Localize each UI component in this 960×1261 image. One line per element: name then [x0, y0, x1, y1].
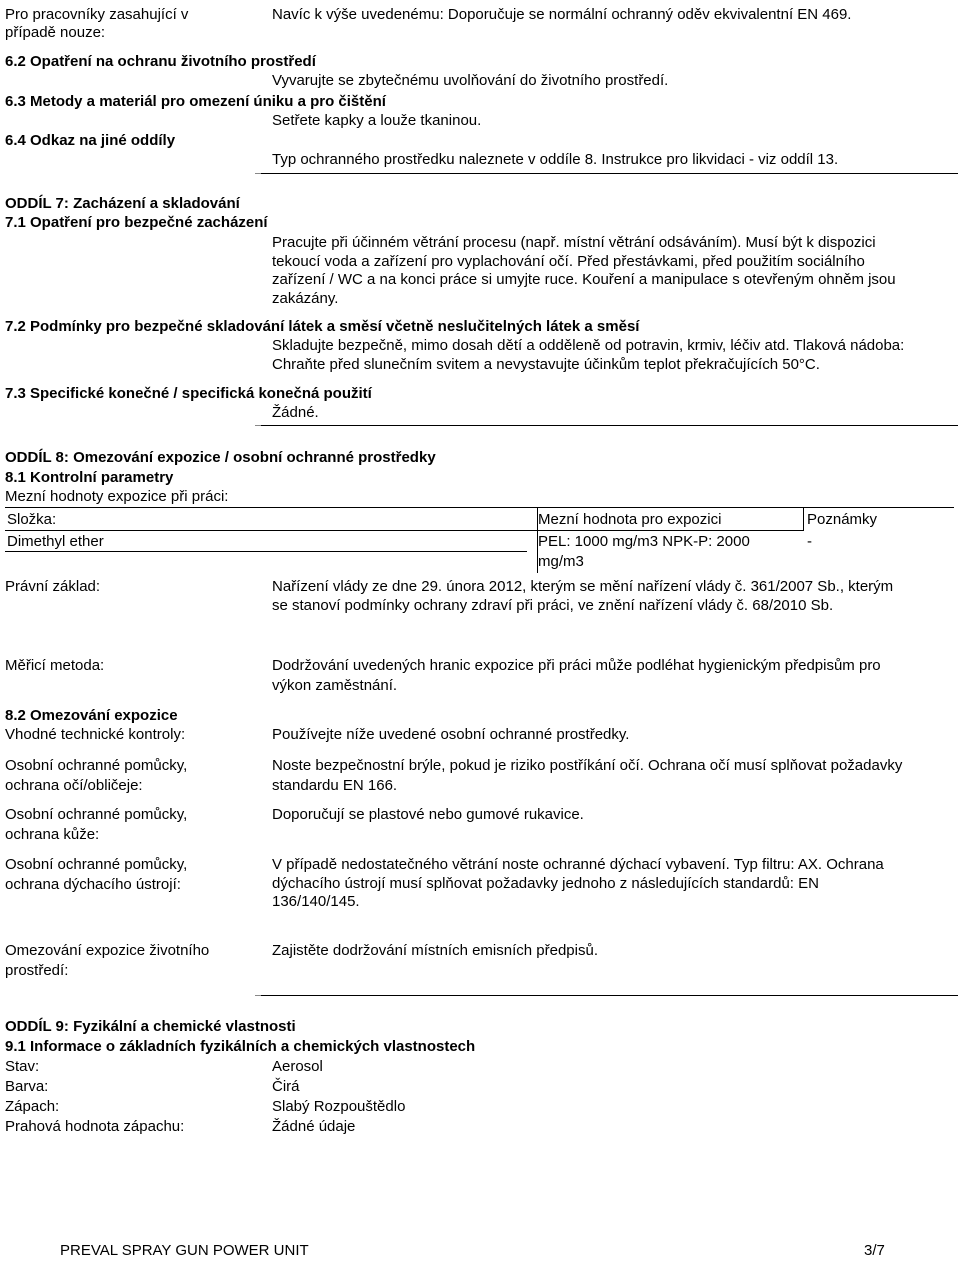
legal-basis-line2: se stanoví podmínky ochrany zdraví při práci, ve znění nařízení vlády č. 68/2010 Sb.	[272, 597, 834, 614]
heading-6-2: 6.2 Opatření na ochranu životního prostředí	[5, 53, 316, 70]
skin-protection-label-line2: ochrana kůže:	[5, 826, 100, 843]
respiratory-protection-label-line2: ochrana dýchacího ústrojí:	[5, 876, 181, 893]
section-8-title: ODDÍL 8: Omezování expozice / osobní ochranné prostředky	[5, 449, 436, 466]
env-exposure-label-line1: Omezování expozice životního	[5, 942, 210, 959]
measuring-method-line1: Dodržování uvedených hranic expozice při práci může podléhat hygienickým předpisům pro	[272, 657, 881, 674]
responders-value: Navíc k výše uvedenému: Doporučuje se normální ochranný oděv ekvivalentní EN 469.	[272, 6, 852, 23]
property-value-color: Čirá	[272, 1078, 300, 1095]
property-value-odor-threshold: Žádné údaje	[272, 1118, 356, 1135]
tech-controls-label: Vhodné technické kontroly:	[5, 726, 186, 743]
text-6-3: Setřete kapky a louže tkaninou.	[272, 112, 482, 129]
heading-7-3: 7.3 Specifické konečné / specifická konečná použití	[5, 385, 372, 402]
table-cell-limit-line1: PEL: 1000 mg/m3 NPK-P: 2000	[538, 533, 750, 550]
tech-controls-value: Používejte níže uvedené osobní ochranné prostředky.	[272, 726, 630, 743]
text-7-1-line1: Pracujte při účinném větrání procesu (např. místní větrání odsáváním). Musí být k dispozici	[272, 234, 876, 251]
heading-7-2: 7.2 Podmínky pro bezpečné skladování látek a směsí včetně neslučitelných látek a směsí	[5, 318, 640, 335]
footer-page-number: 3/7	[864, 1242, 885, 1259]
table-column-line	[803, 507, 804, 531]
table-header-limit: Mezní hodnota pro expozici	[538, 511, 722, 528]
text-7-1-line2: tekoucí voda a zařízení pro vyplachování očí. Před přestávkami, před použitím sociálního	[272, 253, 865, 270]
table-header-underline	[5, 530, 537, 531]
text-6-4: Typ ochranného prostředku naleznete v oddíle 8. Instrukce pro likvidaci - viz oddíl 13.	[272, 151, 839, 168]
section-divider	[255, 425, 958, 426]
responders-label-line2: případě nouze:	[5, 24, 106, 41]
section-9-title: ODDÍL 9: Fyzikální a chemické vlastnosti	[5, 1018, 296, 1035]
property-value-odor: Slabý Rozpouštědlo	[272, 1098, 406, 1115]
property-label-odor-threshold: Prahová hodnota zápachu:	[5, 1118, 185, 1135]
heading-7-1: 7.1 Opatření pro bezpečné zacházení	[5, 214, 268, 231]
table-header-underline	[537, 530, 803, 531]
table-header-component: Složka:	[7, 511, 57, 528]
text-7-2-line2: Chraňte před slunečním svitem a nevystavujte účinkům teplot překračujících 50°C.	[272, 356, 820, 373]
heading-6-3: 6.3 Metody a materiál pro omezení úniku a pro čištění	[5, 93, 386, 110]
table-row-underline	[5, 551, 527, 552]
measuring-method-label: Měřicí metoda:	[5, 657, 105, 674]
limits-label: Mezní hodnoty expozice při práci:	[5, 488, 229, 505]
env-exposure-value: Zajistěte dodržování místních emisních předpisů.	[272, 942, 598, 959]
respiratory-protection-value-line1: V případě nedostatečného větrání noste ochranné dýchací vybavení. Typ filtru: AX. Ochrana	[272, 856, 884, 873]
measuring-method-line2: výkon zaměstnání.	[272, 677, 398, 694]
eye-protection-label-line2: ochrana očí/obličeje:	[5, 777, 143, 794]
skin-protection-value: Doporučují se plastové nebo gumové rukavice.	[272, 806, 584, 823]
eye-protection-value-line2: standardu EN 166.	[272, 777, 398, 794]
text-7-2-line1: Skladujte bezpečně, mimo dosah dětí a odděleně od potravin, krmiv, léčiv atd. Tlaková nádoba:	[272, 337, 905, 354]
heading-8-2: 8.2 Omezování expozice	[5, 707, 178, 724]
property-value-state: Aerosol	[272, 1058, 323, 1075]
text-7-1-line4: zakázány.	[272, 290, 339, 307]
legal-basis-label: Právní základ:	[5, 578, 101, 595]
eye-protection-value-line1: Noste bezpečnostní brýle, pokud je riziko postříkání očí. Ochrana očí musí splňovat požadavky	[272, 757, 903, 774]
property-label-odor: Zápach:	[5, 1098, 60, 1115]
property-label-state: Stav:	[5, 1058, 40, 1075]
responders-label-line1: Pro pracovníky zasahující v	[5, 6, 189, 23]
property-label-color: Barva:	[5, 1078, 49, 1095]
table-top-line	[5, 507, 954, 508]
table-cell-limit-line2: mg/m3	[538, 553, 584, 570]
skin-protection-label-line1: Osobní ochranné pomůcky,	[5, 806, 188, 823]
text-6-2: Vyvarujte se zbytečnému uvolňování do životního prostředí.	[272, 72, 669, 89]
eye-protection-label-line1: Osobní ochranné pomůcky,	[5, 757, 188, 774]
legal-basis-line1: Nařízení vlády ze dne 29. února 2012, kterým se mění nařízení vlády č. 361/2007 Sb., kterým	[272, 578, 894, 595]
respiratory-protection-value-line2: dýchacího ústrojí musí splňovat požadavky jednoho z následujících standardů: EN	[272, 875, 819, 892]
respiratory-protection-label-line1: Osobní ochranné pomůcky,	[5, 856, 188, 873]
text-7-3: Žádné.	[272, 404, 319, 421]
section-divider	[255, 995, 958, 996]
heading-8-1: 8.1 Kontrolní parametry	[5, 469, 174, 486]
section-divider	[255, 173, 958, 174]
heading-6-4: 6.4 Odkaz na jiné oddíly	[5, 132, 176, 149]
table-cell-notes: -	[807, 533, 812, 550]
footer-product-name: PREVAL SPRAY GUN POWER UNIT	[60, 1242, 309, 1259]
table-header-notes: Poznámky	[807, 511, 878, 528]
heading-9-1: 9.1 Informace o základních fyzikálních a chemických vlastnostech	[5, 1038, 476, 1055]
env-exposure-label-line2: prostředí:	[5, 962, 69, 979]
text-7-1-line3: zařízení / WC a na konci práce si umyjte ruce. Kouření a manipulace s otevřeným ohněm jsou	[272, 271, 896, 288]
table-cell-component: Dimethyl ether	[7, 533, 104, 550]
section-7-title: ODDÍL 7: Zacházení a skladování	[5, 195, 240, 212]
respiratory-protection-value-line3: 136/140/145.	[272, 893, 360, 910]
